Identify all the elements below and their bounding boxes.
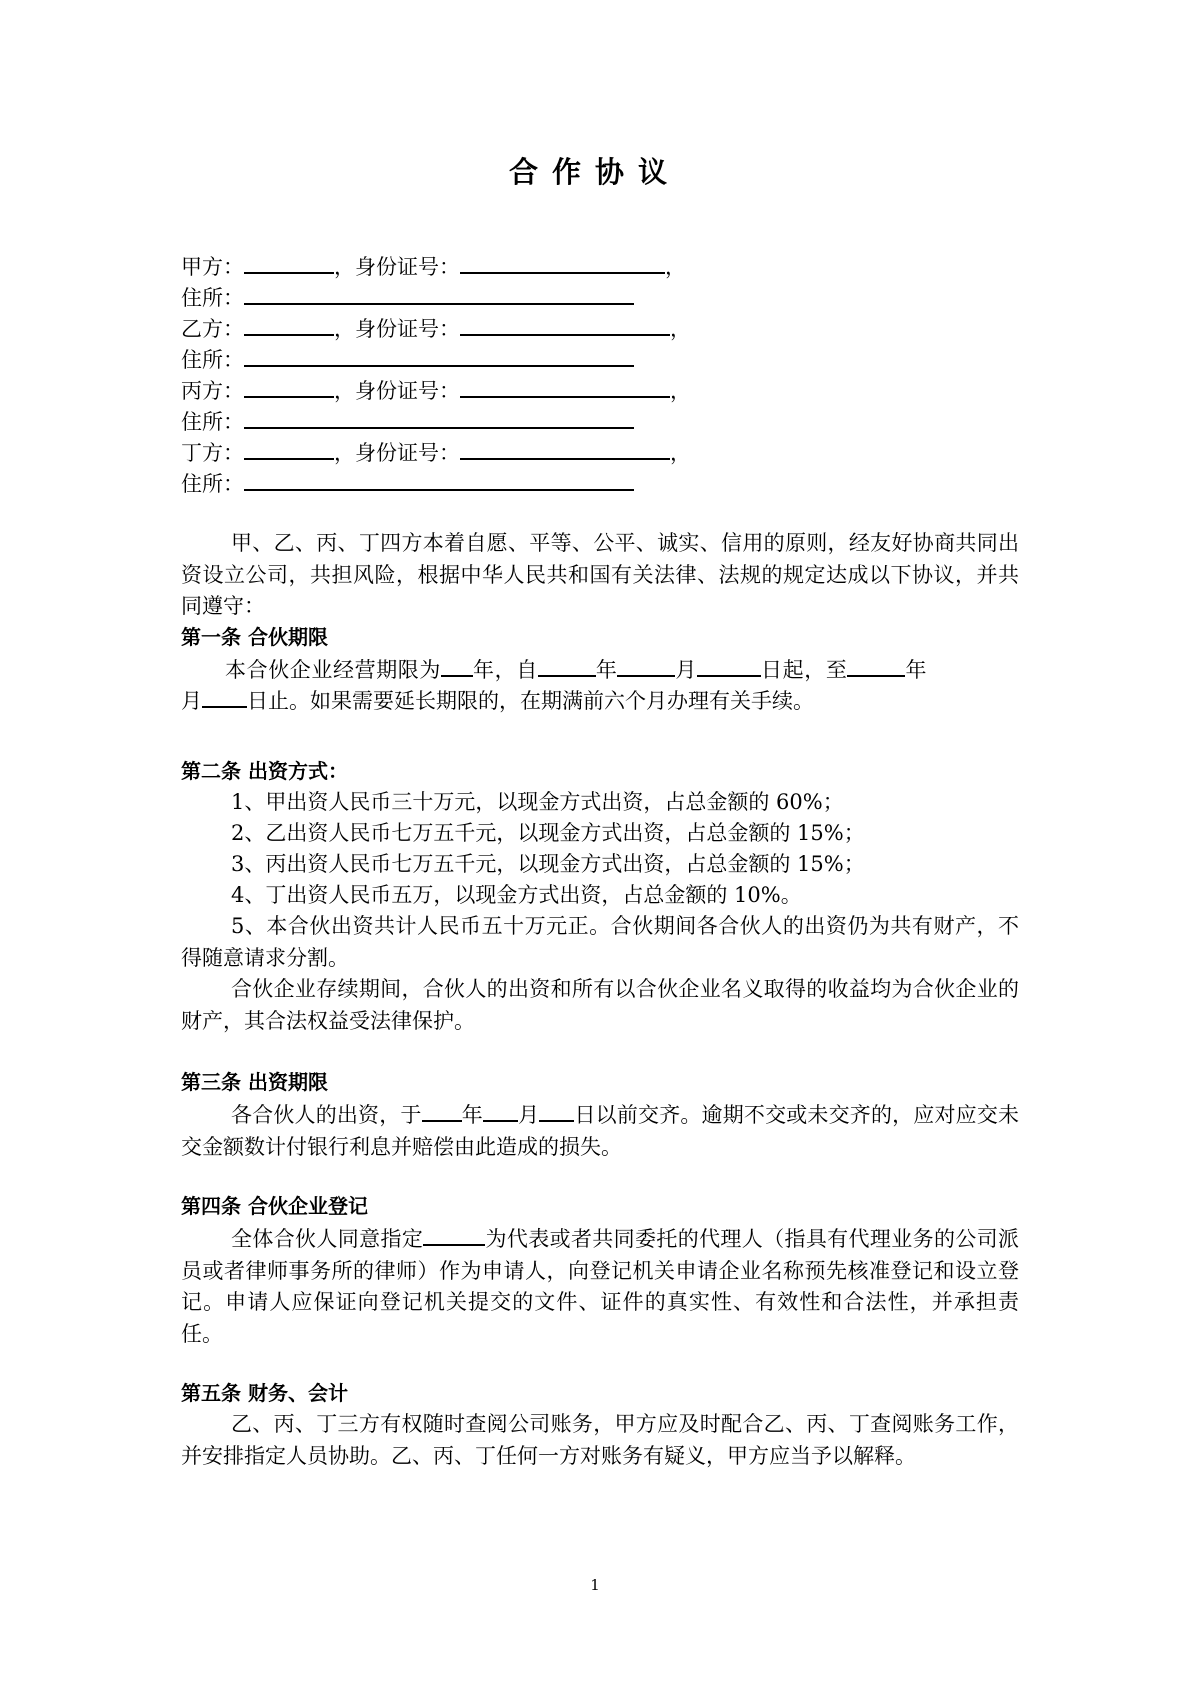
text: 为代表或者共同委托的代理人（指具有代理业务的公司派员或者律师事务所的律师）作为申请人，向登记机关申请企业名称预先核准登记和设立登记。申请人应保证向登记机关提交的文件、证件的真实性、有效性和合法性，并承担责任。 bbox=[181, 1227, 1020, 1346]
deadline-month-blank[interactable] bbox=[483, 1098, 518, 1122]
text: 月 bbox=[181, 689, 202, 713]
address-blank[interactable] bbox=[244, 405, 634, 429]
text: 年 bbox=[461, 1103, 483, 1127]
article4-paragraph bbox=[181, 1222, 1019, 1350]
party-label: 乙方： bbox=[181, 317, 244, 341]
article1-heading: 第一条 合伙期限 bbox=[181, 625, 328, 649]
punct: ， bbox=[665, 255, 686, 279]
deadline-year-blank[interactable] bbox=[422, 1098, 462, 1122]
text: 各合伙人的出资，于 bbox=[231, 1103, 422, 1127]
intro-paragraph bbox=[181, 528, 1019, 623]
article2-item-3: 3、丙出资人民币七万五千元，以现金方式出资，占总金额的 15%； bbox=[231, 852, 865, 876]
party-label: 甲方： bbox=[181, 255, 244, 279]
id-label: ，身份证号： bbox=[334, 255, 460, 279]
id-blank[interactable] bbox=[460, 436, 670, 460]
party-jia-address-line bbox=[181, 281, 1021, 312]
id-label: ，身份证号： bbox=[334, 379, 460, 403]
intro-text: 甲、乙、丙、丁四方本着自愿、平等、公平、诚实、信用的原则，经友好协商共同出资设立公司，共担风险，根据中华人民共和国有关法律、法规的规定达成以下协议，并共同遵守： bbox=[181, 531, 1019, 618]
party-label: 丁方： bbox=[181, 441, 244, 465]
start-month-blank[interactable] bbox=[617, 653, 675, 677]
punct: ， bbox=[670, 441, 691, 465]
party-ding-line bbox=[181, 436, 1021, 467]
page-number: 1 bbox=[590, 1576, 600, 1594]
id-label: ，身份证号： bbox=[334, 317, 460, 341]
address-label: 住所： bbox=[181, 410, 244, 434]
end-month-blank[interactable] bbox=[202, 684, 247, 708]
text: 合伙企业存续期间，合伙人的出资和所有以合伙企业名义取得的收益均为合伙企业的财产，其合法权益受法律保护。 bbox=[181, 977, 1019, 1033]
start-day-blank[interactable] bbox=[697, 653, 761, 677]
text: 年 bbox=[905, 658, 928, 682]
text: 日止。如果需要延长期限的，在期满前六个月办理有关手续。 bbox=[247, 689, 814, 713]
text: 全体合伙人同意指定 bbox=[231, 1227, 424, 1251]
article2-item-1: 1、甲出资人民币三十万元，以现金方式出资，占总金额的 60%； bbox=[231, 790, 844, 814]
article2-paragraph-5 bbox=[181, 911, 1019, 974]
text: 乙、丙、丁三方有权随时查阅公司账务，甲方应及时配合乙、丙、丁查阅账务工作，并安排指定人员协助。乙、丙、丁任何一方对账务有疑义，甲方应当予以解释。 bbox=[181, 1412, 1019, 1468]
punct: ， bbox=[670, 317, 691, 341]
party-ding-address-line bbox=[181, 467, 1021, 498]
article1-line2 bbox=[181, 684, 1021, 715]
name-blank[interactable] bbox=[244, 374, 334, 398]
address-blank[interactable] bbox=[244, 343, 634, 367]
representative-blank[interactable] bbox=[423, 1222, 485, 1246]
years-blank[interactable] bbox=[441, 653, 473, 677]
article2-paragraph-6 bbox=[181, 974, 1019, 1037]
address-label: 住所： bbox=[181, 286, 244, 310]
deadline-day-blank[interactable] bbox=[539, 1098, 574, 1122]
id-blank[interactable] bbox=[460, 312, 670, 336]
text: 月 bbox=[675, 658, 698, 682]
party-yi-line bbox=[181, 312, 1021, 343]
article5-heading: 第五条 财务、会计 bbox=[181, 1381, 348, 1405]
start-year-blank[interactable] bbox=[538, 653, 596, 677]
party-yi-address-line bbox=[181, 343, 1021, 374]
article5-paragraph bbox=[181, 1409, 1019, 1472]
name-blank[interactable] bbox=[244, 436, 334, 460]
article1-line1 bbox=[181, 653, 1021, 684]
article3-paragraph bbox=[181, 1098, 1019, 1163]
name-blank[interactable] bbox=[244, 312, 334, 336]
text: 月 bbox=[517, 1103, 540, 1127]
end-year-blank[interactable] bbox=[847, 653, 905, 677]
article2-item-4: 4、丁出资人民币五万，以现金方式出资，占总金额的 10%。 bbox=[231, 883, 802, 907]
id-label: ，身份证号： bbox=[334, 441, 460, 465]
name-blank[interactable] bbox=[244, 250, 334, 274]
article2-item-2: 2、乙出资人民币七万五千元，以现金方式出资，占总金额的 15%； bbox=[231, 821, 865, 845]
article3-heading: 第三条 出资期限 bbox=[181, 1070, 328, 1094]
address-blank[interactable] bbox=[244, 281, 634, 305]
text: 本合伙企业经营期限为 bbox=[225, 658, 441, 682]
text: 日起，至 bbox=[761, 658, 848, 682]
party-bing-address-line bbox=[181, 405, 1021, 436]
text: 5、本合伙出资共计人民币五十万元正。合伙期间各合伙人的出资仍为共有财产，不得随意请求分割。 bbox=[181, 914, 1019, 970]
address-label: 住所： bbox=[181, 348, 244, 372]
punct: ， bbox=[670, 379, 691, 403]
text: 年，自 bbox=[473, 658, 538, 682]
document-title: 合作协议 bbox=[508, 155, 681, 189]
party-jia-line bbox=[181, 250, 1021, 281]
article2-heading: 第二条 出资方式： bbox=[181, 759, 348, 783]
address-blank[interactable] bbox=[244, 467, 634, 491]
text: 年 bbox=[595, 658, 618, 682]
address-label: 住所： bbox=[181, 472, 244, 496]
party-label: 丙方： bbox=[181, 379, 244, 403]
id-blank[interactable] bbox=[460, 250, 665, 274]
text: 日以前交齐。逾期不交或未交齐的，应对应交未交金额数计付银行利息并赔偿由此造成的损失。 bbox=[181, 1103, 1020, 1159]
party-bing-line bbox=[181, 374, 1021, 405]
id-blank[interactable] bbox=[460, 374, 670, 398]
article4-heading: 第四条 合伙企业登记 bbox=[181, 1194, 368, 1218]
